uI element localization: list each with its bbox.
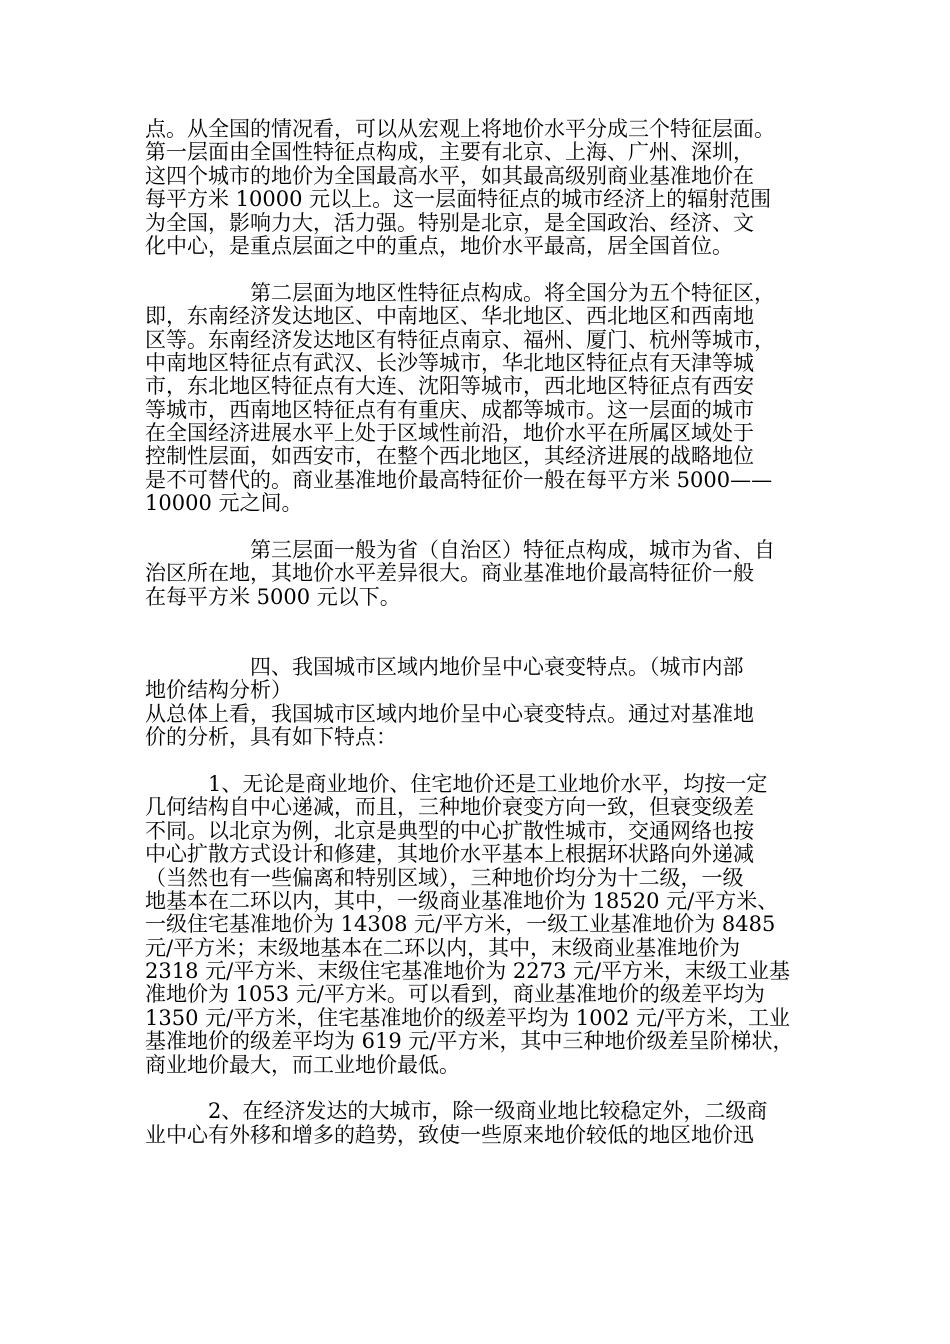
text-line: 区等。东南经济发达地区有特征点南京、福州、厦门、杭州等城市， bbox=[145, 327, 775, 352]
paragraph-second-level bbox=[145, 282, 825, 516]
text-line: （当然也有一些偏离和特别区域），三种地价均分为十二级，一级 bbox=[145, 865, 744, 890]
text-line: 在每平方米 5000 元以下。 bbox=[145, 584, 401, 609]
text-line: 是不可替代的。商业基准地价最高特征价一般在每平方米 5000—— bbox=[145, 467, 773, 492]
text-line: 地价结构分析） bbox=[145, 678, 292, 703]
text-line: 即，东南经济发达地区、中南地区、华北地区、西北地区和西南地 bbox=[145, 304, 754, 329]
text-line: 基准地价的级差平均为 619 元/平方米，其中三种地价级差呈阶梯状， bbox=[145, 1029, 794, 1054]
text-line: 业中心有外移和增多的趋势，致使一些原来地价较低的地区地价迅 bbox=[145, 1122, 754, 1147]
text-line: 点。从全国的情况看，可以从宏观上将地价水平分成三个特征层面。 bbox=[145, 117, 775, 141]
section-heading-four bbox=[145, 656, 825, 750]
text-line: 四、我国城市区域内地价呈中心衰变特点。（城市内部 bbox=[145, 655, 744, 679]
text-line: 不同。以北京为例，北京是典型的中心扩散性城市，交通网络也按 bbox=[145, 818, 754, 843]
text-line: 10000 元之间。 bbox=[145, 491, 303, 516]
paragraph-spacer bbox=[145, 750, 825, 773]
text-line: 从总体上看，我国城市区域内地价呈中心衰变特点。通过对基准地 bbox=[145, 701, 754, 726]
text-line: 元/平方米；末级地基本在二环以内，其中，末级商业基准地价为 bbox=[145, 935, 741, 960]
text-line: 中南地区特征点有武汉、长沙等城市，华北地区特征点有天津等城 bbox=[145, 350, 754, 375]
text-line: 商业地价最大，而工业地价最低。 bbox=[145, 1052, 460, 1077]
paragraph-spacer bbox=[145, 516, 825, 539]
text-line: 1、无论是商业地价、住宅地价还是工业地价水平，均按一定 bbox=[145, 771, 768, 796]
paragraph-spacer bbox=[145, 609, 825, 656]
paragraph-point-two bbox=[145, 1100, 825, 1147]
text-line: 等城市，西南地区特征点有有重庆、成都等城市。这一层面的城市 bbox=[145, 397, 754, 422]
text-line: 准地价为 1053 元/平方米。可以看到，商业基准地价的级差平均为 bbox=[145, 982, 765, 1007]
paragraph-third-level bbox=[145, 539, 825, 609]
text-line: 第一层面由全国性特征点构成，主要有北京、上海、广州、深圳， bbox=[145, 140, 754, 165]
text-line: 价的分析，具有如下特点： bbox=[145, 725, 397, 750]
document-page bbox=[145, 118, 825, 1147]
text-line: 在全国经济进展水平上处于区域性前沿，地价水平在所属区域处于 bbox=[145, 421, 754, 446]
text-line: 几何结构自中心递减，而且，三种地价衰变方向一致，但衰变级差 bbox=[145, 795, 754, 820]
text-line: 中心扩散方式设计和修建，其地价水平基本上根据环状路向外递减 bbox=[145, 842, 754, 867]
paragraph-spacer bbox=[145, 258, 825, 281]
text-line: 化中心，是重点层面之中的重点，地价水平最高，居全国首位。 bbox=[145, 233, 733, 258]
text-line: 2、在经济发达的大城市，除一级商业地比较稳定外，二级商 bbox=[145, 1099, 768, 1124]
text-line: 1350 元/平方米，住宅基准地价的级差平均为 1002 元/平方米，工业 bbox=[145, 1005, 791, 1030]
text-line: 2318 元/平方米、末级住宅基准地价为 2273 元/平方米，末级工业基 bbox=[145, 959, 791, 984]
text-line: 这四个城市的地价为全国最高水平，如其最高级别商业基准地价在 bbox=[145, 163, 754, 188]
paragraph-national-levels bbox=[145, 118, 825, 258]
paragraph-point-one bbox=[145, 773, 825, 1077]
paragraph-spacer bbox=[145, 1077, 825, 1100]
text-line: 为全国，影响力大，活力强。特别是北京，是全国政治、经济、文 bbox=[145, 210, 754, 235]
text-line: 一级住宅基准地价为 14308 元/平方米，一级工业基准地价为 8485 bbox=[145, 912, 776, 937]
text-line: 市，东北地区特征点有大连、沈阳等城市，西北地区特征点有西安 bbox=[145, 374, 754, 399]
text-line: 控制性层面，如西安市，在整个西北地区，其经济进展的战略地位 bbox=[145, 444, 754, 469]
text-line: 地基本在二环以内，其中，一级商业基准地价为 18520 元/平方米、 bbox=[145, 888, 779, 913]
text-line: 治区所在地，其地价水平差异很大。商业基准地价最高特征价一般 bbox=[145, 561, 754, 586]
text-line: 每平方米 10000 元以上。这一层面特征点的城市经济上的辐射范围 bbox=[145, 187, 772, 212]
text-line: 第三层面一般为省（自治区）特征点构成，城市为省、自 bbox=[145, 538, 775, 563]
text-line: 第二层面为地区性特征点构成。将全国分为五个特征区， bbox=[145, 280, 775, 305]
